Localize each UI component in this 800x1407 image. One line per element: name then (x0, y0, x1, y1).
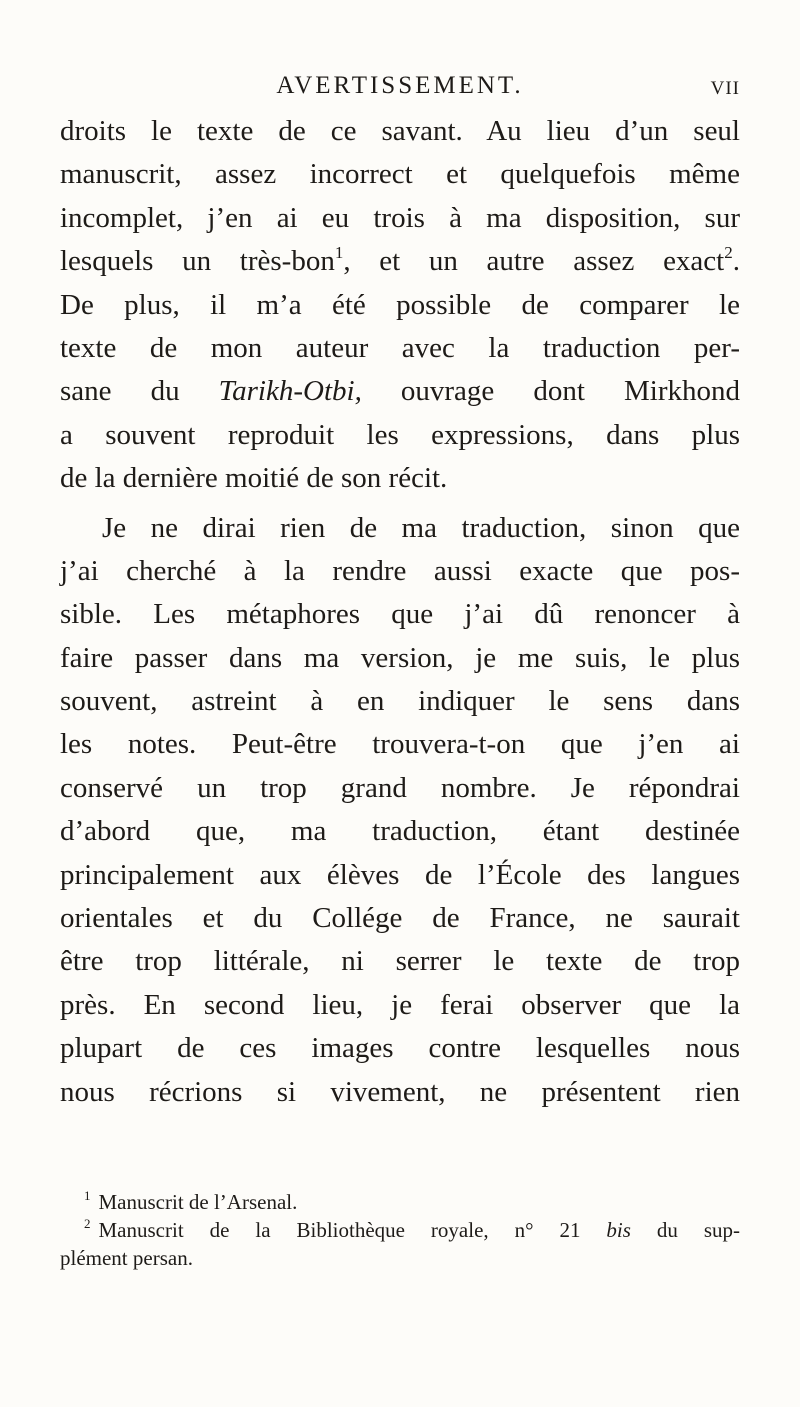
text-line: nous récrions si vivement, ne présentent rien (60, 1075, 740, 1108)
text-line: souvent, astreint à en indiquer le sens dans (60, 685, 740, 718)
page-number: VII (710, 78, 740, 99)
text-line: conservé un trop grand nombre. Je répondrai (60, 771, 740, 804)
running-head: AVERTISSEMENT. (276, 72, 524, 99)
text-segment: sane du (60, 375, 219, 408)
footnote-italic: bis (606, 1218, 631, 1242)
text-line: droits le texte de ce savant. Au lieu d’un seul (60, 115, 740, 147)
text-line: texte de mon auteur avec la traduction per- (60, 331, 740, 364)
footnote-2 (60, 1216, 740, 1244)
footnote-mark: 1 (84, 1188, 91, 1203)
text-line: orientales et du Collége de France, ne saurait (60, 902, 740, 935)
footnote-text: Manuscrit de l’Arsenal. (98, 1190, 298, 1214)
text-line: les notes. Peut-être trouvera-t-on que j’en ai (60, 728, 740, 761)
text-line: sible. Les métaphores que j’ai dû renoncer à (60, 598, 740, 631)
main-text (60, 110, 740, 1114)
footnote-ref: 1 (334, 243, 344, 263)
footnote-ref: 2 (724, 243, 733, 263)
text-line: d’abord que, ma traduction, étant destinée (60, 815, 740, 848)
text-line: incomplet, j’en ai eu trois à ma disposition, sur (60, 201, 740, 234)
text-line: principalement aux élèves de l’École des langues (60, 858, 740, 891)
footnote-text: du sup- (630, 1218, 740, 1242)
text-line: a souvent reproduit les expressions, dans plus (60, 418, 740, 451)
text-line: plupart de ces images contre lesquelles nous (60, 1032, 740, 1065)
text-line: être trop littérale, ni serrer le texte de trop (60, 945, 740, 978)
footnotes (60, 1188, 740, 1272)
text-line: faire passer dans ma version, je me suis, le plus (60, 641, 740, 674)
text-line: De plus, il m’a été possible de comparer le (60, 288, 740, 321)
text-segment: ouvrage dont Mirkhond (361, 375, 740, 408)
text-line: manuscrit, assez incorrect et quelquefois même (60, 158, 740, 191)
text-line: près. En second lieu, je ferai observer que la (60, 988, 740, 1021)
footnote-1 (60, 1188, 740, 1216)
footnote-2-continued: plément persan. (60, 1246, 193, 1270)
paragraph-start: Je ne dirai rien de ma traduction, sinon que (102, 511, 740, 544)
page-header (60, 72, 740, 106)
text-line (60, 240, 740, 283)
footnote-text: Manuscrit de la Bibliothèque royale, n° 21 (98, 1218, 607, 1242)
text-segment: lesquels un très-bon (60, 245, 335, 278)
text-line: j’ai cherché à la rendre aussi exacte que pos- (60, 554, 740, 587)
text-segment: , et un autre assez exact (343, 245, 725, 278)
footnote-mark: 2 (84, 1216, 91, 1231)
work-title: Tarikh-Otbi, (218, 375, 362, 408)
text-line: de la dernière moitié de son récit. (60, 462, 448, 495)
text-line (60, 370, 740, 413)
text-segment: . (732, 245, 740, 278)
